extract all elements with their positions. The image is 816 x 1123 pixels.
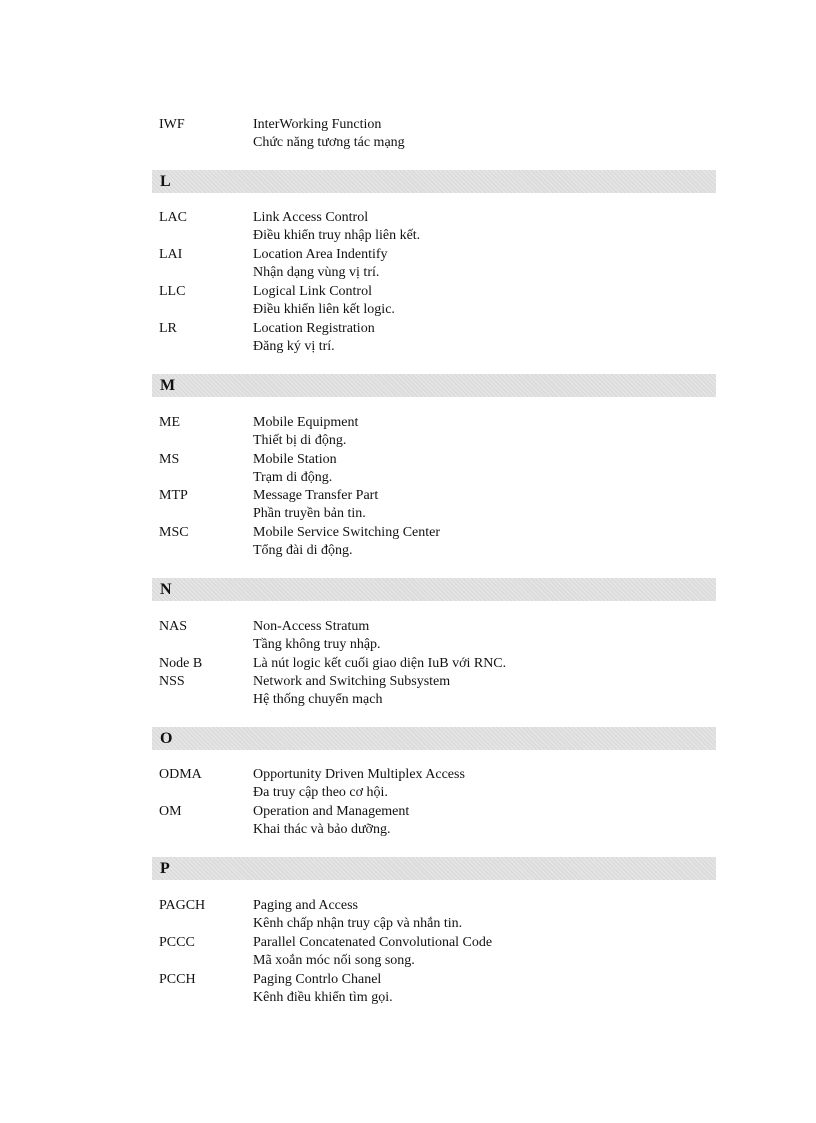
abbreviation: LR — [159, 321, 177, 336]
english-term: Location Area Indentify — [253, 247, 388, 262]
abbreviation: LAC — [159, 210, 187, 225]
abbreviation: PAGCH — [159, 898, 206, 913]
definition — [253, 320, 713, 356]
english-term: Logical Link Control — [253, 284, 372, 299]
abbreviation: NSS — [159, 674, 185, 689]
vietnamese-translation: Kênh điều khiển tìm gọi. — [253, 990, 393, 1005]
definition — [253, 897, 713, 933]
definition — [253, 655, 713, 673]
english-term: Paging and Access — [253, 898, 358, 913]
english-term: Mobile Equipment — [253, 415, 359, 430]
definition — [253, 209, 713, 245]
english-term: Link Access Control — [253, 210, 369, 225]
section-header-p — [152, 857, 716, 880]
abbreviation: PCCC — [159, 935, 195, 950]
english-term: Network and Switching Subsystem — [253, 674, 451, 689]
english-term: Mobile Station — [253, 452, 337, 467]
abbreviation: IWF — [159, 117, 185, 132]
section-letter: N — [160, 581, 172, 598]
section-letter: L — [160, 173, 171, 190]
vietnamese-translation: Đa truy cập theo cơ hội. — [253, 785, 388, 800]
definition — [253, 524, 713, 560]
definition — [253, 283, 713, 319]
abbreviation: ME — [159, 415, 180, 430]
english-term: Non-Access Stratum — [253, 619, 370, 634]
abbreviation: LLC — [159, 284, 186, 299]
english-term: Operation and Management — [253, 804, 410, 819]
vietnamese-translation: Tổng đài di động. — [253, 543, 353, 558]
description-text: Là nút logic kết cuối giao diện IuB với RNC. — [253, 656, 507, 671]
abbreviation: OM — [159, 804, 182, 819]
section-header-l — [152, 170, 716, 193]
section-letter: M — [160, 377, 176, 394]
definition — [253, 414, 713, 450]
vietnamese-translation: Mã xoắn móc nối song song. — [253, 953, 415, 968]
abbreviation: NAS — [159, 619, 188, 634]
abbreviation: LAI — [159, 247, 183, 262]
definition — [253, 451, 713, 487]
abbreviation: PCCH — [159, 972, 196, 987]
english-term: InterWorking Function — [253, 117, 382, 132]
english-term: Location Registration — [253, 321, 375, 336]
abbreviation: MSC — [159, 525, 189, 540]
definition — [253, 934, 713, 970]
definition — [253, 618, 713, 654]
english-term: Opportunity Driven Multiplex Access — [253, 767, 465, 782]
english-term: Message Transfer Part — [253, 488, 379, 503]
definition — [253, 673, 713, 709]
vietnamese-translation: Khai thác và bảo dưỡng. — [253, 822, 391, 837]
vietnamese-translation: Điều khiển truy nhập liên kết. — [253, 228, 421, 243]
english-term: Mobile Service Switching Center — [253, 525, 441, 540]
vietnamese-translation: Tầng không truy nhập. — [253, 637, 381, 652]
section-header-o — [152, 727, 716, 750]
abbreviation: MTP — [159, 488, 188, 503]
abbreviation: Node B — [159, 656, 203, 671]
definition — [253, 766, 713, 802]
section-letter: O — [160, 730, 173, 747]
section-header-n — [152, 578, 716, 601]
abbreviation: MS — [159, 452, 180, 467]
definition — [253, 246, 713, 282]
section-header-m — [152, 374, 716, 397]
section-letter: P — [160, 860, 170, 877]
english-term: Parallel Concatenated Convolutional Code — [253, 935, 493, 950]
abbreviation: ODMA — [159, 767, 202, 782]
vietnamese-translation: Đăng ký vị trí. — [253, 339, 335, 354]
vietnamese-translation: Trạm di động. — [253, 470, 333, 485]
vietnamese-translation: Phần truyền bản tin. — [253, 506, 366, 521]
vietnamese-translation: Hệ thống chuyển mạch — [253, 692, 383, 707]
definition — [253, 116, 713, 152]
vietnamese-translation: Thiết bị di động. — [253, 433, 347, 448]
definition — [253, 487, 713, 523]
definition — [253, 803, 713, 839]
vietnamese-translation: Nhận dạng vùng vị trí. — [253, 265, 380, 280]
vietnamese-translation: Điều khiển liên kết logic. — [253, 302, 395, 317]
english-term: Paging Contrlo Chanel — [253, 972, 382, 987]
vietnamese-translation: Kênh chấp nhận truy cập và nhắn tin. — [253, 916, 463, 931]
definition — [253, 971, 713, 1007]
vietnamese-translation: Chức năng tương tác mạng — [253, 135, 405, 150]
